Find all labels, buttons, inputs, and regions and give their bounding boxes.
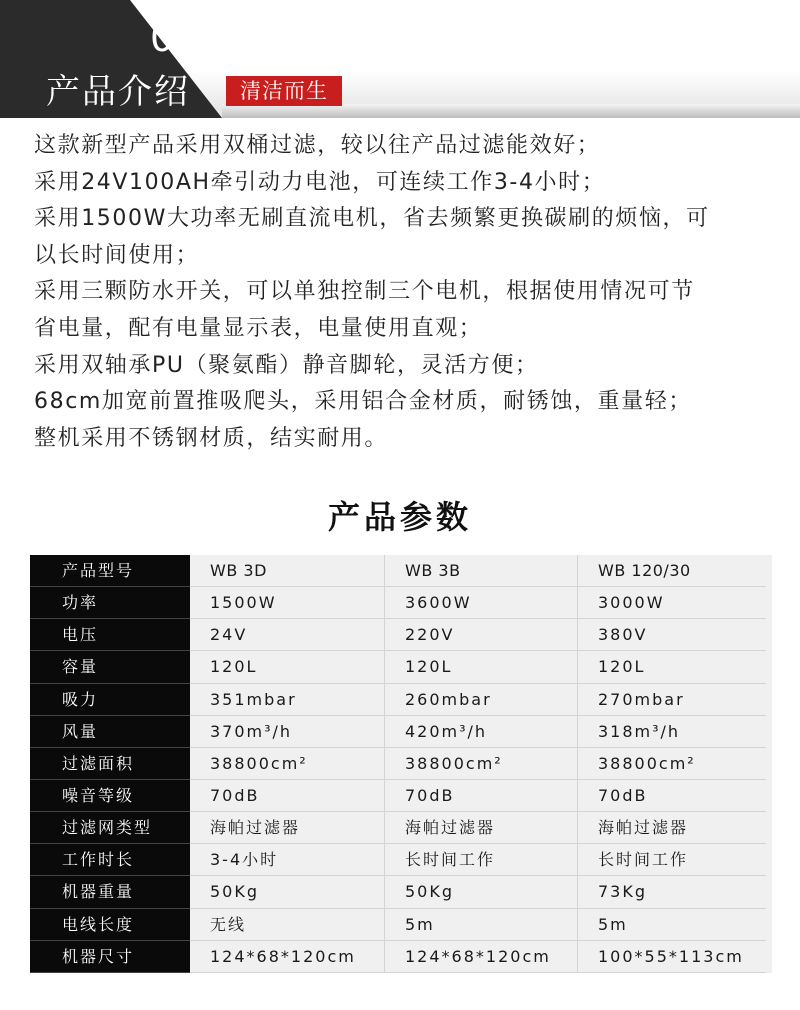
- table-cell: 5m: [578, 909, 766, 941]
- row-label: 风量: [30, 716, 190, 748]
- table-row: [30, 748, 772, 780]
- product-intro: [34, 128, 774, 457]
- intro-line: 68cm加宽前置推吸爬头，采用铝合金材质，耐锈蚀，重量轻；: [34, 389, 692, 415]
- table-cell: 120L: [384, 651, 578, 683]
- row-label: 电压: [30, 619, 190, 651]
- table-cell: 38800cm²: [578, 748, 766, 780]
- table-cell: 3-4小时: [190, 844, 384, 876]
- params-title: 产品参数: [327, 498, 472, 536]
- row-label: 过滤网类型: [30, 812, 190, 844]
- row-label: 产品型号: [30, 555, 190, 587]
- table-row: [30, 684, 772, 716]
- intro-line: 以长时间使用；: [34, 242, 200, 268]
- table-cell: 120L: [190, 651, 384, 683]
- table-cell: 50Kg: [190, 876, 384, 908]
- table-cell: 260mbar: [384, 684, 578, 716]
- table-row: [30, 876, 772, 908]
- row-label: 吸力: [30, 684, 190, 716]
- row-label: 容量: [30, 651, 190, 683]
- table-cell: 长时间工作: [578, 844, 766, 876]
- header-shadow: [222, 104, 800, 118]
- table-cell: 海帕过滤器: [384, 812, 578, 844]
- table-cell: 70dB: [578, 780, 766, 812]
- table-row: [30, 909, 772, 941]
- table-cell: 海帕过滤器: [578, 812, 766, 844]
- table-row: [30, 812, 772, 844]
- table-cell: 220V: [384, 619, 578, 651]
- intro-line: 这款新型产品采用双桶过滤，较以往产品过滤能效好；: [34, 133, 601, 158]
- row-label: 机器重量: [30, 876, 190, 908]
- spec-table: [30, 555, 772, 973]
- table-cell: 无线: [190, 909, 384, 941]
- table-cell: 420m³/h: [384, 716, 578, 748]
- row-label: 噪音等级: [30, 780, 190, 812]
- table-row: [30, 651, 772, 683]
- table-cell: 1500W: [190, 587, 384, 619]
- intro-line: 整机采用不锈钢材质，结实耐用。: [34, 425, 389, 451]
- table-cell: 73Kg: [578, 876, 766, 908]
- row-label: 电线长度: [30, 909, 190, 941]
- table-cell: 38800cm²: [190, 748, 384, 780]
- table-cell: WB 120/30: [578, 555, 766, 587]
- table-cell: WB 3D: [190, 555, 384, 587]
- table-row: [30, 587, 772, 619]
- table-cell: 370m³/h: [190, 716, 384, 748]
- row-label: 功率: [30, 587, 190, 619]
- table-row: [30, 941, 772, 973]
- table-cell: 3600W: [384, 587, 578, 619]
- table-cell: 70dB: [190, 780, 384, 812]
- section-number: 01: [150, 16, 201, 60]
- table-cell: 5m: [384, 909, 578, 941]
- table-row: [30, 844, 772, 876]
- table-cell: 351mbar: [190, 684, 384, 716]
- table-cell: 3000W: [578, 587, 766, 619]
- table-row: [30, 619, 772, 651]
- table-row: [30, 780, 772, 812]
- intro-line: 采用1500W大功率无刷直流电机，省去频繁更换碳刷的烦恼，可: [34, 206, 710, 232]
- section-header: [0, 0, 800, 125]
- section-title: 产品介绍: [46, 72, 190, 112]
- intro-line: 采用三颗防水开关，可以单独控制三个电机，根据使用情况可节: [34, 279, 695, 305]
- table-cell: 124*68*120cm: [190, 941, 384, 973]
- table-cell: 380V: [578, 619, 766, 651]
- table-header-row: [30, 555, 772, 587]
- slogan-tag: 清洁而生: [226, 76, 342, 106]
- intro-line: 采用双轴承PU（聚氨酯）静音脚轮，灵活方便；: [34, 352, 539, 378]
- table-cell: 24V: [190, 619, 384, 651]
- table-cell: 100*55*113cm: [578, 941, 766, 973]
- row-label: 过滤面积: [30, 748, 190, 780]
- table-cell: 270mbar: [578, 684, 766, 716]
- table-cell: 70dB: [384, 780, 578, 812]
- row-label: 工作时长: [30, 844, 190, 876]
- table-cell: 长时间工作: [384, 844, 578, 876]
- table-cell: 50Kg: [384, 876, 578, 908]
- table-cell: WB 3B: [384, 555, 578, 587]
- table-cell: 海帕过滤器: [190, 812, 384, 844]
- table-cell: 120L: [578, 651, 766, 683]
- table-row: [30, 716, 772, 748]
- table-cell: 38800cm²: [384, 748, 578, 780]
- table-cell: 124*68*120cm: [384, 941, 578, 973]
- table-cell: 318m³/h: [578, 716, 766, 748]
- intro-line: 省电量，配有电量显示表，电量使用直观；: [34, 315, 483, 341]
- intro-line: 采用24V100AH牵引动力电池，可连续工作3-4小时；: [34, 169, 606, 195]
- row-label: 机器尺寸: [30, 941, 190, 973]
